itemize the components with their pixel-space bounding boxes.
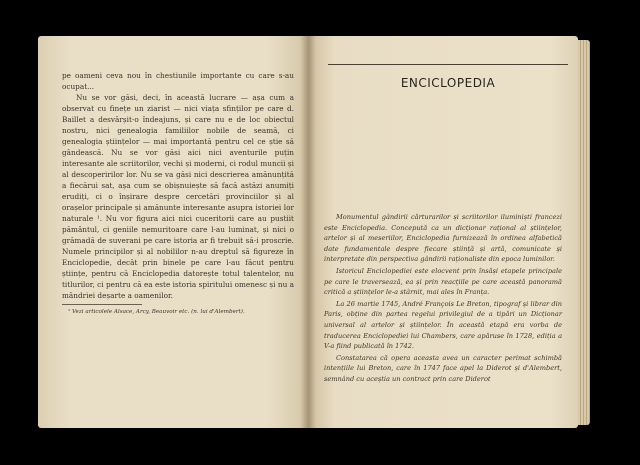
- page-title: ENCICLOPEDIA: [400, 76, 496, 90]
- left-page: [38, 36, 308, 428]
- left-paragraph: pe oameni ceva nou în chestiunile importante cu care s-au ocupat...: [62, 71, 294, 91]
- right-paragraph: La 26 martie 1745, André François Le Breton, tipograf și librar din Paris, obține din partea regelui privilegiul de a tipări un Dicționar universal al artelor și științelor. În această etapă era vorba de traducerea Enciclopediei lui Chambers, care apăruse în 1728, ediția a V-a fiind publicată în 1742.: [324, 299, 562, 351]
- footnote-rule: [62, 304, 142, 305]
- left-page-body: [62, 70, 294, 301]
- book-gutter: [300, 36, 316, 428]
- page-edges: [578, 40, 590, 425]
- open-book: [30, 26, 590, 441]
- running-header: [328, 64, 568, 65]
- header-rule: [328, 64, 568, 65]
- left-paragraph: Nu se vor găsi, deci, în această lucrare — așa cum a observat cu finețe un ziarist — nici viața sfinților pe care d. Baillet a desvârșit-o îndeajuns, și care nu e de loc obiectul nostru, nici genealogia familiilor nobile de seamă, ci genealogia științelor — mai importantă pentru cel ce știe să gândească. Nu se vor găsi aici nici aventurile puțin interesante ale scriitorilor, vechi și moderni, ci rodul muncii și al descoperirilor lor. Nu se va găsi nici descrierea amănunțită a fiecărui sat, așa cum se obișnuiește să facă astăzi anumiți erudiți, ci o înșirare despre cercetări provinciilor și al orașelor principale și amănunte interesante asupra istoriei lor naturale ¹. Nu vor figura aici nici cuceritorii care au pustiit pământul, ci geniile nemuritoare care l-au luminat, și nici o grămadă de suverani pe care istoria ar fi trebuit să-i proscrie. Numele principilor și al nobililor n-au dreptul să figureze în Enciclopedie, decât prin binele pe care l-au făcut pentru științe, pentru că Enciclopedia datorește totul talentelor, nu titlurilor, ci pentru că ea este istoria spiritului omenesc și nu a mândriei deșarte a oamenilor.: [62, 93, 294, 300]
- right-paragraph: Monumentul gândirii cărturarilor și scriitorilor iluminiști francezi este Enciclopedia. Concepută ca un dicționar rațional al științelor, artelor și al meseriilor, Enciclopedia furnizează în ordinea alfabetică date fundamentale despre fiecare știință și artă, comunicate și interpretate din perspectiva gândirii raționaliste din epoca luminilor.: [324, 213, 562, 264]
- right-page: [308, 36, 578, 428]
- right-paragraph: Istoricul Enciclopediei este elocvent prin însăși etapele principale pe care le traversează, ea și prin reacțiile pe care această panoramă critică a științelor le-a stârnit, mai ales în Franța.: [324, 266, 562, 297]
- footnote: ¹ Vezi articolele Alsace, Arcy, Beauvoir etc. (n. lui d'Alembert).: [68, 309, 245, 315]
- right-paragraph: Constatarea că opera aceasta avea un caracter perimat schimbă intențiile lui Breton, care în 1747 face apel la Diderot și d'Alembert, semnând cu aceștia un contract prin care Diderot: [324, 353, 562, 383]
- right-page-body: [324, 212, 562, 386]
